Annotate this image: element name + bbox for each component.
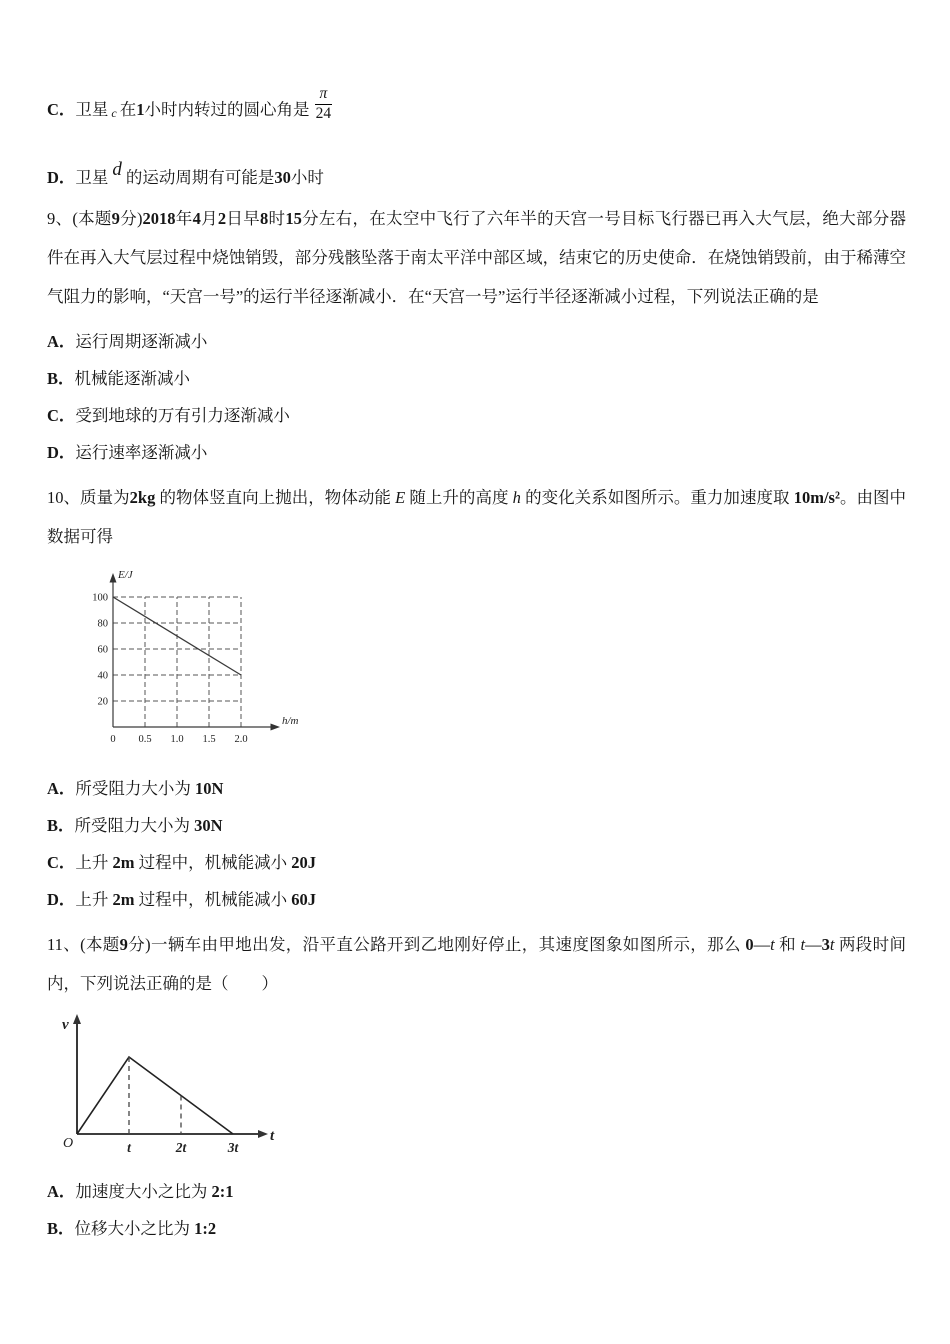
svg-text:E/J: E/J xyxy=(118,569,133,582)
option-c-text: C．卫星 c 在1小时内转过的圆心角是 xyxy=(47,99,310,120)
question-11-stem: 11、(本题9分)一辆车由甲地出发，沿平直公路开到乙地刚好停止，其速度图象如图所示，那么 0—t 和 t—3t 两段时间内，下列说法正确的是（ ） xyxy=(47,935,907,994)
svg-text:3t: 3t xyxy=(227,1140,239,1156)
svg-text:1.0: 1.0 xyxy=(170,734,184,746)
question-11-option-a: A．加速度大小之比为 2:1 xyxy=(47,1182,234,1202)
svg-text:t: t xyxy=(127,1140,131,1156)
svg-text:40: 40 xyxy=(97,670,108,682)
svg-text:60: 60 xyxy=(97,644,108,656)
svg-text:2.0: 2.0 xyxy=(234,734,248,746)
svg-text:v: v xyxy=(62,1017,69,1034)
question-9-option-b: B．机械能逐渐减小 xyxy=(47,369,191,389)
question-8-option-d xyxy=(47,159,906,189)
question-10-stem: 10、质量为2kg 的物体竖直向上抛出，物体动能 E 随上升的高度 h 的变化关系如图所示。重力加速度取 10m/s²。由图中数据可得 xyxy=(47,488,907,547)
svg-text:2t: 2t xyxy=(175,1140,187,1156)
svg-text:80: 80 xyxy=(97,618,108,630)
variable-d: d xyxy=(112,159,122,181)
svg-text:20: 20 xyxy=(97,696,108,708)
question-8-option-c xyxy=(47,85,906,130)
svg-text:O: O xyxy=(63,1136,74,1152)
fraction-pi-over-24 xyxy=(315,85,333,123)
question-10-option-a: A．所受阻力大小为 10N xyxy=(47,779,224,799)
question-9-option-c: C．受到地球的万有引力逐渐减小 xyxy=(47,406,290,426)
fraction-numerator: π xyxy=(315,85,333,105)
question-9-option-a: A．运行周期逐渐减小 xyxy=(47,332,208,352)
question-11-option-b: B．位移大小之比为 1:2 xyxy=(47,1219,217,1239)
velocity-time-chart xyxy=(49,1009,906,1166)
svg-text:100: 100 xyxy=(92,592,108,604)
question-9-option-d: D．运行速率逐渐减小 xyxy=(47,443,208,463)
question-9-stem: 9、(本题9分)2018年4月2日早8时15分左右，在太空中飞行了六年半的天宫一号目标飞行器已再入大气层，绝大部分器件在再入大气层过程中烧蚀销毁，部分残骸坠落于南太平洋中部区域，结束它的历史使命．在烧蚀销毁前，由于稀薄空气阻力的影响，“天宫一号”的运行半径逐渐减小．在“天宫一号”运行半径逐渐减小过程，下列说法正确的是 xyxy=(47,209,907,307)
question-9-options xyxy=(47,330,906,464)
question-10-option-c: C．上升 2m 过程中，机械能减小 20J xyxy=(47,853,317,873)
question-11-options xyxy=(47,1180,906,1240)
svg-text:0: 0 xyxy=(110,734,116,746)
svg-text:t: t xyxy=(270,1128,275,1145)
svg-text:h/m: h/m xyxy=(282,715,299,728)
svg-text:1.5: 1.5 xyxy=(202,734,216,746)
energy-height-chart xyxy=(73,562,906,763)
question-10-option-d: D．上升 2m 过程中，机械能减小 60J xyxy=(47,890,317,910)
velocity-time-chart-svg xyxy=(49,1009,289,1161)
option-d-pre: D．卫星 xyxy=(47,168,109,188)
option-d-post: 的运动周期有可能是30小时 xyxy=(125,168,324,188)
question-10-option-b: B．所受阻力大小为 30N xyxy=(47,816,223,836)
question-10-options xyxy=(47,777,906,911)
energy-height-chart-svg xyxy=(73,562,323,758)
fraction-denominator: 24 xyxy=(315,104,332,122)
svg-text:0.5: 0.5 xyxy=(138,734,152,746)
